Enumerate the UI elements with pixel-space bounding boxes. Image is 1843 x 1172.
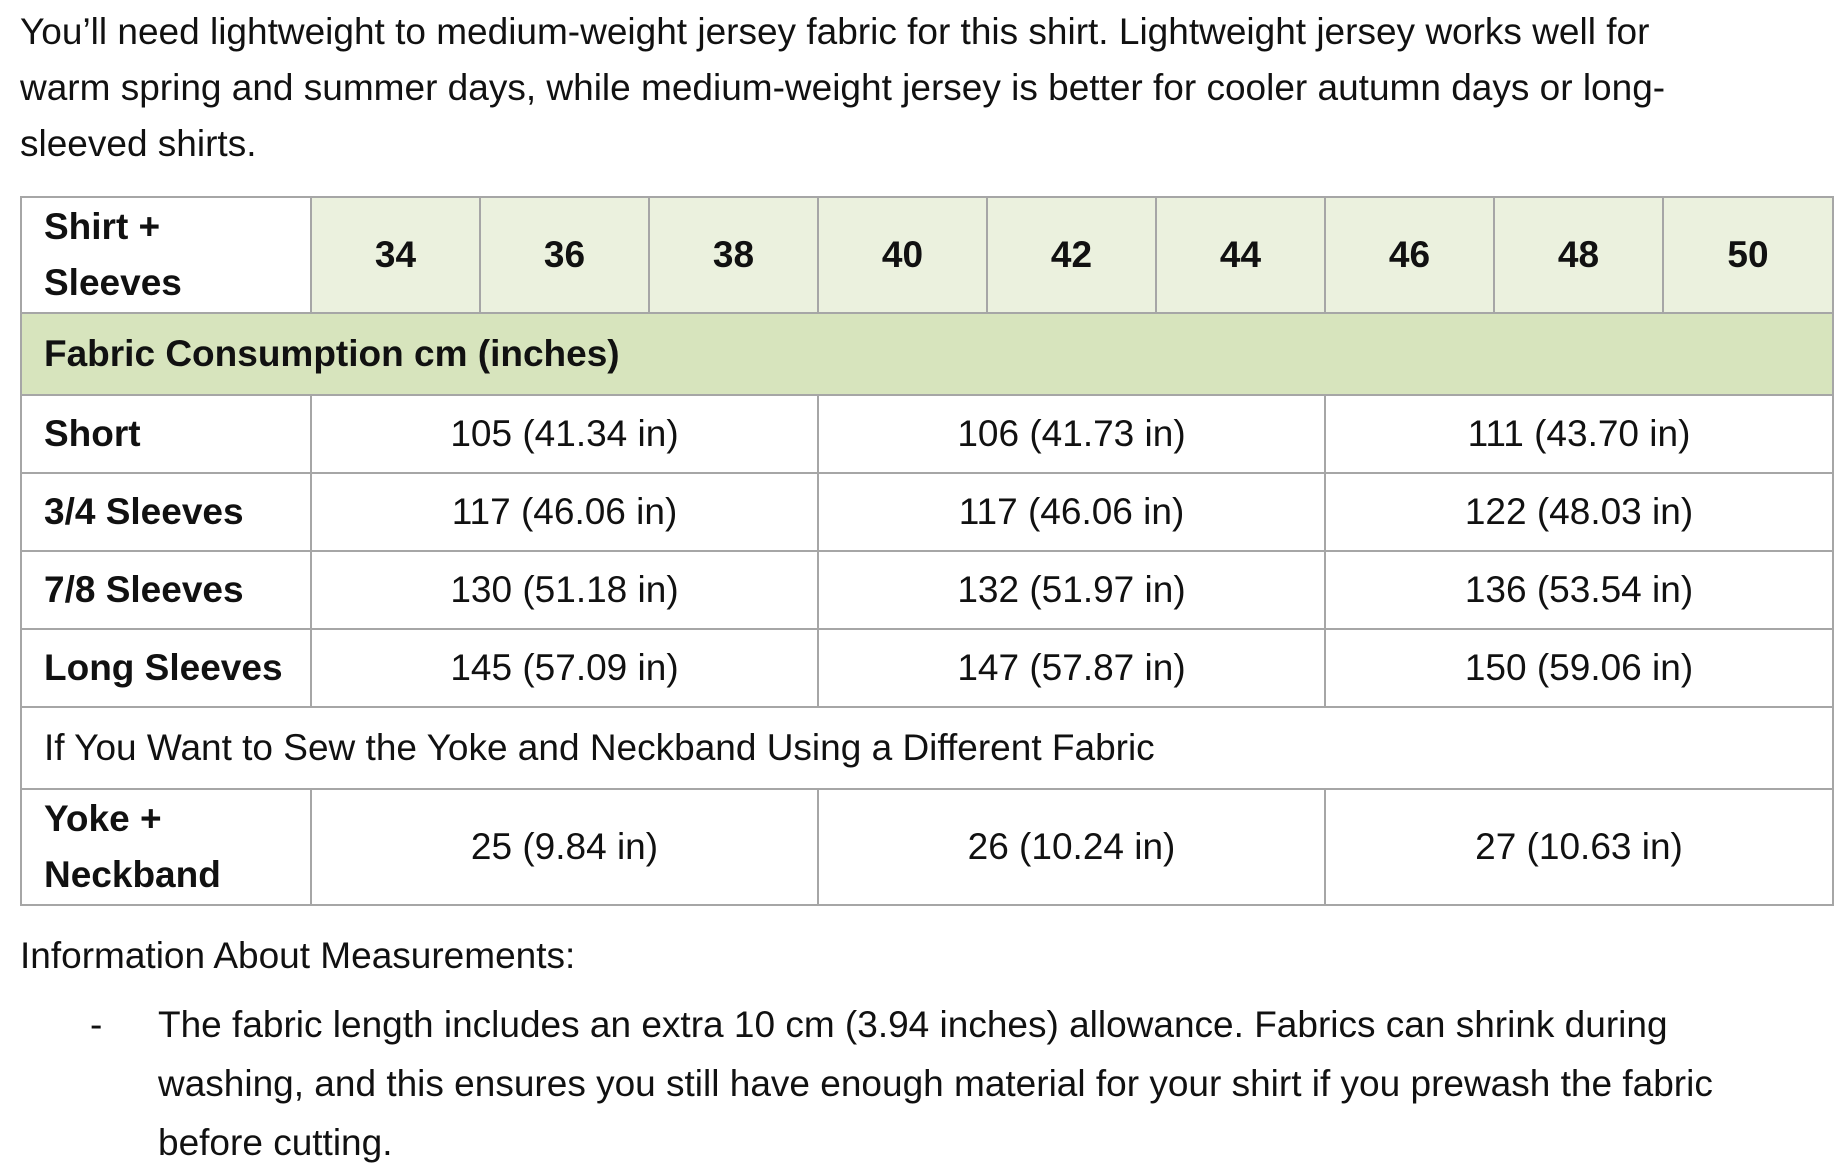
row-label: Short xyxy=(21,395,311,473)
measurement-notes-list xyxy=(20,995,1820,1172)
table-cell: 136 (53.54 in) xyxy=(1325,551,1833,629)
list-dash: - xyxy=(90,1004,103,1045)
table-cell: 25 (9.84 in) xyxy=(311,789,818,905)
note-row xyxy=(21,707,1833,789)
size-header: 50 xyxy=(1663,197,1833,313)
table-row xyxy=(21,395,1833,473)
shirt-sleeves-header xyxy=(21,197,311,313)
table-row xyxy=(21,551,1833,629)
intro-paragraph: You’ll need lightweight to medium-weight jersey fabric for this shirt. Lightweight jersey works well for warm spring and summer days, while medium-weight jersey is better for cooler autumn days or long-sleeved shirts. xyxy=(20,11,1666,164)
section-title: Fabric Consumption cm (inches) xyxy=(21,313,1833,395)
size-header: 48 xyxy=(1494,197,1663,313)
table-cell: 147 (57.87 in) xyxy=(818,629,1325,707)
size-header: 46 xyxy=(1325,197,1494,313)
header-line-1: Shirt + xyxy=(44,206,161,247)
row-label: 7/8 Sleeves xyxy=(21,551,311,629)
size-header: 40 xyxy=(818,197,987,313)
yoke-line-2: Neckband xyxy=(44,854,221,895)
list-item xyxy=(20,995,1738,1172)
yoke-line-1: Yoke + xyxy=(44,798,162,839)
table-row xyxy=(21,629,1833,707)
table-cell: 111 (43.70 in) xyxy=(1325,395,1833,473)
table-cell: 117 (46.06 in) xyxy=(818,473,1325,551)
table-row xyxy=(21,473,1833,551)
table-row xyxy=(21,789,1833,905)
size-header: 38 xyxy=(649,197,818,313)
section-row xyxy=(21,313,1833,395)
size-header: 34 xyxy=(311,197,480,313)
header-line-2: Sleeves xyxy=(44,262,182,303)
table-cell: 122 (48.03 in) xyxy=(1325,473,1833,551)
table-cell: 27 (10.63 in) xyxy=(1325,789,1833,905)
table-cell: 105 (41.34 in) xyxy=(311,395,818,473)
size-header: 36 xyxy=(480,197,649,313)
size-header: 44 xyxy=(1156,197,1325,313)
fabric-consumption-table xyxy=(20,196,1834,906)
table-cell: 132 (51.97 in) xyxy=(818,551,1325,629)
table-cell: 117 (46.06 in) xyxy=(311,473,818,551)
yoke-neckband-label xyxy=(21,789,311,905)
size-header-row xyxy=(21,197,1833,313)
list-item-text: The fabric length includes an extra 10 cm (3.94 inches) allowance. Fabrics can shrink during washing, and this ensures you still have enough material for your shirt if you prewash the fabric before cutting. xyxy=(158,1004,1713,1163)
row-label: Long Sleeves xyxy=(21,629,311,707)
table-cell: 26 (10.24 in) xyxy=(818,789,1325,905)
note-text: If You Want to Sew the Yoke and Neckband Using a Different Fabric xyxy=(21,707,1833,789)
info-heading: Information About Measurements: xyxy=(20,935,576,976)
table-cell: 130 (51.18 in) xyxy=(311,551,818,629)
table-cell: 145 (57.09 in) xyxy=(311,629,818,707)
size-header: 42 xyxy=(987,197,1156,313)
table-cell: 150 (59.06 in) xyxy=(1325,629,1833,707)
table-cell: 106 (41.73 in) xyxy=(818,395,1325,473)
row-label: 3/4 Sleeves xyxy=(21,473,311,551)
